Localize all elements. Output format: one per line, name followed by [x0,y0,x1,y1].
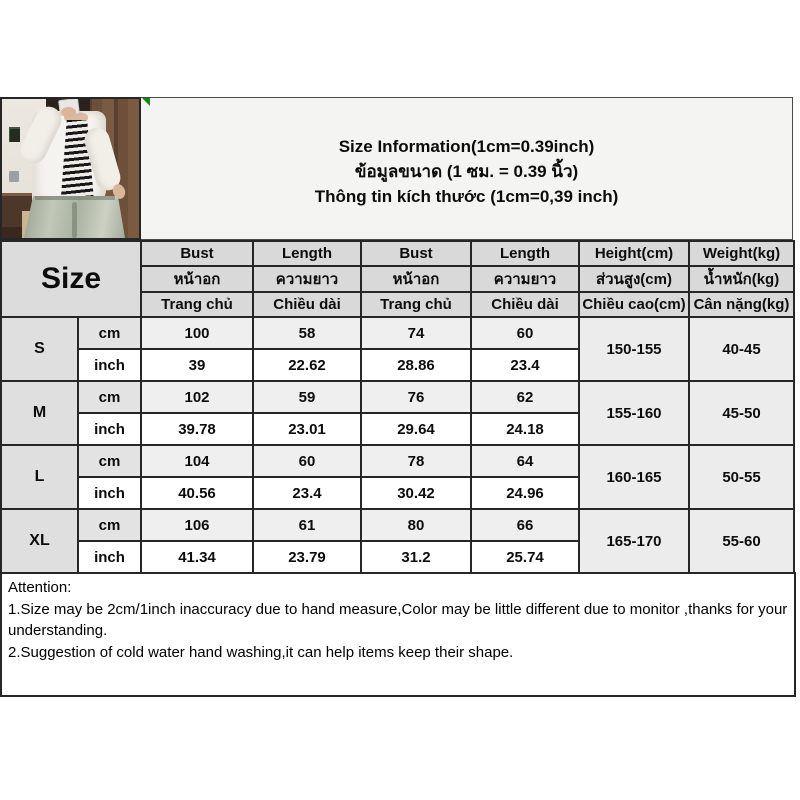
value-cell: 29.64 [361,413,471,445]
height-range-m: 155-160 [579,381,689,445]
unit-cm: cm [78,381,141,413]
header-bust-2-vi: Trang chủ [361,292,471,317]
unit-cm: cm [78,317,141,349]
header-length-2-vi: Chiều dài [471,292,579,317]
row-s-cm [1,317,794,349]
row-xl-cm [1,509,794,541]
value-cell: 102 [141,381,253,413]
unit-cm: cm [78,509,141,541]
header-weight-vi: Cân nặng(kg) [689,292,794,317]
value-cell: 23.79 [253,541,361,573]
title-block [141,97,793,240]
hand-holding-phone [61,107,76,117]
title-english: Size Information(1cm=0.39inch) [338,137,595,156]
value-cell: 23.4 [471,349,579,381]
value-cell: 30.42 [361,477,471,509]
value-cell: 106 [141,509,253,541]
value-cell: 23.4 [253,477,361,509]
value-cell: 59 [253,381,361,413]
value-cell: 41.34 [141,541,253,573]
value-cell: 104 [141,445,253,477]
height-range-xl: 165-170 [579,509,689,573]
value-cell: 60 [471,317,579,349]
value-cell: 25.74 [471,541,579,573]
title-vietnamese: Thông tin kích thước (1cm=0,39 inch) [314,187,619,206]
size-label-l: L [1,445,78,509]
attention-note-2: 2.Suggestion of cold water hand washing,it can help items keep their shape. [8,643,514,661]
header-bust-1-th: หน้าอก [141,266,253,292]
unit-inch: inch [78,349,141,381]
value-cell: 24.18 [471,413,579,445]
value-cell: 62 [471,381,579,413]
value-cell: 80 [361,509,471,541]
value-cell: 22.62 [253,349,361,381]
header-length-1: Length [253,241,361,266]
unit-inch: inch [78,541,141,573]
value-cell: 66 [471,509,579,541]
size-label-xl: XL [1,509,78,573]
attention-notes [0,572,796,697]
header-bust-2-th: หน้าอก [361,266,471,292]
size-label-s: S [1,317,78,381]
value-cell: 61 [253,509,361,541]
value-cell: 23.01 [253,413,361,445]
header-weight: Weight(kg) [689,241,794,266]
size-table [0,240,795,574]
weight-range-s: 40-45 [689,317,794,381]
attention-heading: Attention: [8,579,72,596]
value-cell: 74 [361,317,471,349]
unit-inch: inch [78,413,141,445]
size-corner-cell: Size [1,241,141,317]
jeans-center-shadow [72,202,77,238]
value-cell: 39 [141,349,253,381]
header-length-1-vi: Chiều dài [253,292,361,317]
size-label-m: M [1,381,78,445]
weight-range-m: 45-50 [689,381,794,445]
header-length-2: Length [471,241,579,266]
jeans-waistband [35,196,115,200]
value-cell: 28.86 [361,349,471,381]
height-range-l: 160-165 [579,445,689,509]
value-cell: 58 [253,317,361,349]
header-bust-1: Bust [141,241,253,266]
unit-cm: cm [78,445,141,477]
value-cell: 60 [253,445,361,477]
value-cell: 40.56 [141,477,253,509]
cell-corner-marker-icon [142,98,150,106]
value-cell: 31.2 [361,541,471,573]
header-length-1-th: ความยาว [253,266,361,292]
header-length-2-th: ความยาว [471,266,579,292]
header-height: Height(cm) [579,241,689,266]
header-bust-2: Bust [361,241,471,266]
value-cell: 24.96 [471,477,579,509]
value-cell: 39.78 [141,413,253,445]
product-photo [0,97,141,240]
light-switch [9,171,19,182]
attention-note-1: 1.Size may be 2cm/1inch inaccuracy due to hand measure,Color may be little different due to monitor ,thanks for your understanding. [8,600,788,639]
header-height-vi: Chiều cao(cm) [579,292,689,317]
value-cell: 76 [361,381,471,413]
row-m-cm [1,381,794,413]
header-weight-th: น้ำหนัก(kg) [689,266,794,292]
title-thai: ข้อมูลขนาด (1 ซม. = 0.39 นิ้ว) [354,162,579,181]
header-height-th: ส่วนสูง(cm) [579,266,689,292]
value-cell: 100 [141,317,253,349]
weight-range-l: 50-55 [689,445,794,509]
picture-frame [9,127,20,142]
value-cell: 78 [361,445,471,477]
weight-range-xl: 55-60 [689,509,794,573]
unit-inch: inch [78,477,141,509]
value-cell: 64 [471,445,579,477]
height-range-s: 150-155 [579,317,689,381]
header-bust-1-vi: Trang chủ [141,292,253,317]
row-l-cm [1,445,794,477]
header-row-english [1,241,794,266]
